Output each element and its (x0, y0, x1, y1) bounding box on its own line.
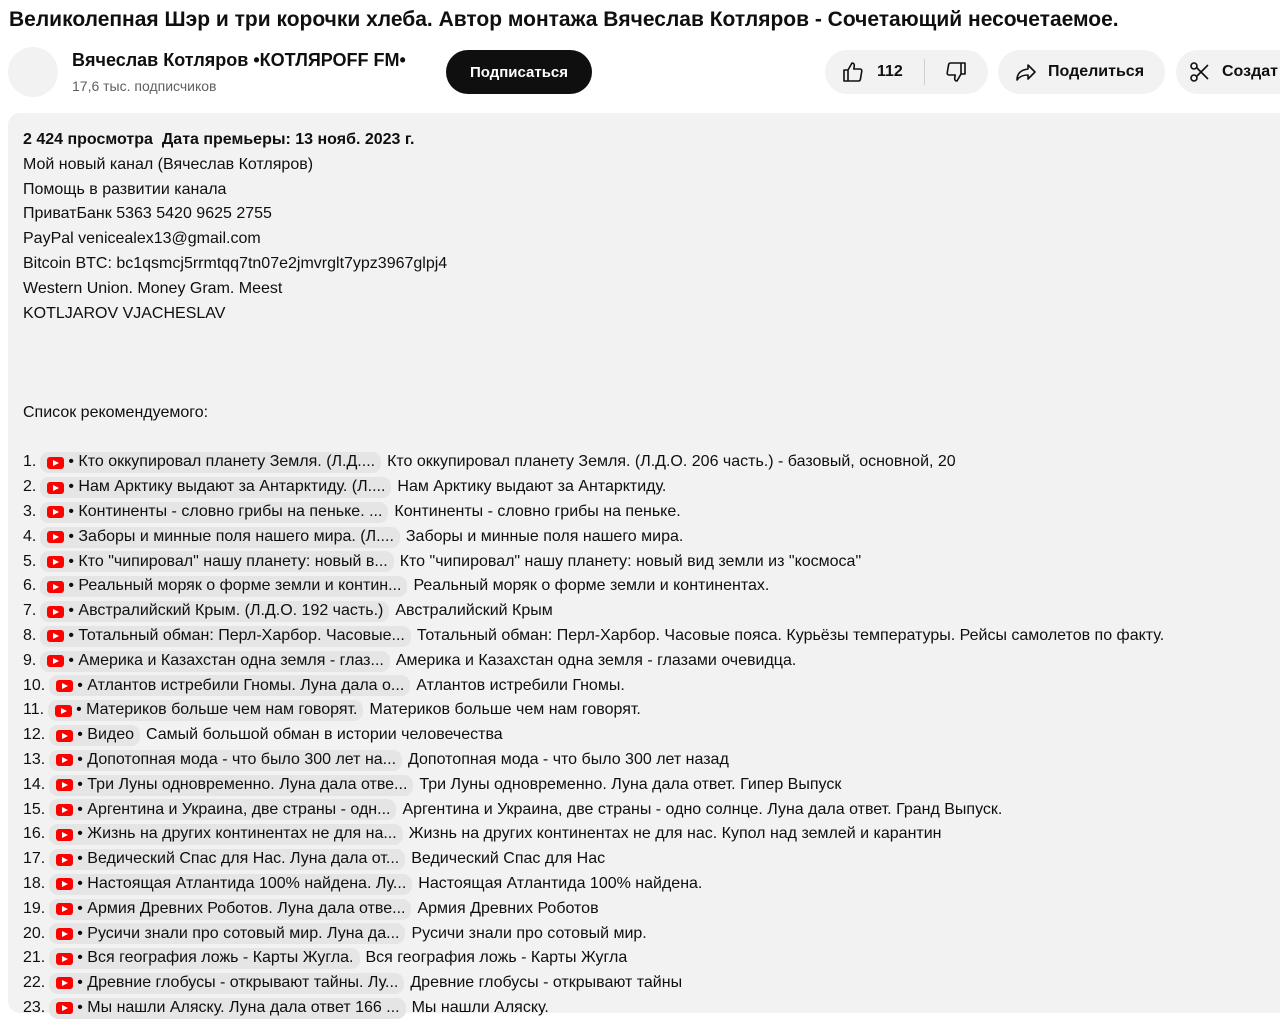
video-link-text: • Русичи знали про сотовый мир. Луна да... (77, 924, 400, 942)
youtube-icon (56, 878, 73, 890)
item-description: Допотопная мода - что было 300 лет назад (408, 750, 729, 768)
item-number: 8. (23, 626, 37, 644)
share-label: Поделиться (1048, 63, 1145, 80)
video-link-chip[interactable] (49, 849, 405, 870)
blank-line (23, 426, 1280, 451)
item-number: 11. (23, 701, 45, 719)
item-number: 3. (23, 502, 37, 520)
video-link-text: • Ведический Спас для Нас. Луна дала от... (77, 850, 400, 868)
recommended-item (23, 946, 1280, 971)
youtube-icon (47, 630, 64, 642)
recommended-item (23, 822, 1280, 847)
item-description: Самый большой обман в истории человечества (146, 726, 503, 744)
video-link-chip[interactable] (49, 923, 405, 944)
description-box[interactable] (8, 113, 1280, 1016)
recommended-item (23, 847, 1280, 872)
recommended-item (23, 922, 1280, 947)
youtube-icon (56, 928, 73, 940)
like-dislike-group (825, 50, 988, 94)
video-link-text: • Армия Древних Роботов. Луна дала отве... (77, 899, 406, 917)
recommended-item (23, 674, 1280, 699)
item-number: 20. (23, 924, 46, 942)
item-description: Материков больше чем нам говорят. (369, 701, 641, 719)
thumbs-up-icon (841, 60, 865, 84)
item-number: 10. (23, 676, 46, 694)
item-description: Кто "чипировал" нашу планету: новый вид земли из "космоса" (399, 552, 862, 570)
item-description: Америка и Казахстан одна земля - глазами очевидца. (395, 651, 797, 669)
item-number: 7. (23, 602, 37, 620)
thumbs-down-icon (944, 60, 968, 84)
subscriber-count: 17,6 тыс. подписчиков (72, 78, 217, 94)
item-description: Реальный моряк о форме земли и континентах. (413, 577, 770, 595)
clip-label: Создат (1222, 63, 1278, 80)
like-count: 112 (877, 63, 903, 80)
youtube-icon (56, 953, 73, 965)
share-button[interactable] (998, 50, 1165, 94)
youtube-icon (47, 482, 64, 494)
video-link-chip[interactable] (49, 775, 413, 796)
item-description: Русичи знали про сотовый мир. (411, 924, 647, 942)
video-link-text: • Три Луны одновременно. Луна дала отве... (77, 775, 408, 793)
video-link-text: • Кто оккупировал планету Земля. (Л.Д.... (68, 453, 376, 471)
channel-avatar[interactable] (8, 47, 58, 97)
blank-line (23, 326, 1280, 351)
youtube-icon (56, 903, 73, 915)
video-link-text: • Кто "чипировал" нашу планету: новый в... (68, 552, 388, 570)
youtube-icon (47, 531, 64, 543)
video-link-text: • Вся география ложь - Карты Жугла. (77, 949, 354, 967)
like-button[interactable] (825, 50, 924, 94)
video-link-text: • Заборы и минные поля нашего мира. (Л.... (68, 527, 394, 545)
recommended-item (23, 773, 1280, 798)
video-link-chip[interactable] (49, 824, 402, 845)
video-link-chip[interactable] (49, 998, 405, 1019)
youtube-icon (56, 854, 73, 866)
item-description: Настоящая Атлантида 100% найдена. (418, 874, 703, 892)
item-number: 1. (23, 453, 37, 471)
item-description: Кто оккупировал планету Земля. (Л.Д.О. 206 часть.) - базовый, основной, 20 (387, 453, 956, 471)
description-line: Western Union. Money Gram. Meest (23, 279, 283, 297)
item-number: 13. (23, 750, 46, 768)
youtube-icon (47, 655, 64, 667)
item-description: Вся география ложь - Карты Жугла (365, 949, 628, 967)
video-title: Великолепная Шэр и три корочки хлеба. Автор монтажа Вячеслав Котляров - Сочетающий несочетаемое. (9, 8, 1119, 31)
video-link-chip[interactable] (40, 551, 393, 572)
item-description: Атлантов истребили Гномы. (416, 676, 625, 694)
item-description: Австралийский Крым (395, 602, 553, 620)
video-link-chip[interactable] (40, 527, 400, 548)
recommended-item (23, 872, 1280, 897)
video-link-text: • Нам Арктику выдают за Антарктиду. (Л.... (68, 478, 386, 496)
item-number: 17. (23, 850, 46, 868)
youtube-icon (56, 754, 73, 766)
video-link-text: • Древние глобусы - открывают тайны. Лу... (77, 974, 399, 992)
recommended-item (23, 897, 1280, 922)
recommended-item (23, 525, 1280, 550)
description-line: Помощь в развитии канала (23, 180, 227, 198)
video-link-chip[interactable] (40, 651, 390, 672)
item-number: 16. (23, 825, 46, 843)
clip-button[interactable] (1176, 50, 1280, 94)
owner-row (8, 47, 1280, 99)
video-link-text: • Реальный моряк о форме земли и контин... (68, 577, 402, 595)
item-description: Мы нашли Аляску. (411, 998, 549, 1016)
video-link-chip[interactable] (40, 502, 388, 523)
recommended-item (23, 500, 1280, 525)
youtube-icon (47, 457, 64, 469)
recommended-item (23, 723, 1280, 748)
item-number: 5. (23, 552, 37, 570)
description-line: KOTLJAROV VJACHESLAV (23, 304, 226, 322)
share-icon (1014, 60, 1038, 84)
view-count: 2 424 просмотра (23, 131, 153, 148)
item-number: 4. (23, 527, 37, 545)
video-link-chip[interactable] (49, 725, 140, 746)
recommended-item (23, 798, 1280, 823)
description-line: PayPal venicealex13@gmail.com (23, 230, 261, 248)
video-link-chip[interactable] (48, 700, 363, 721)
video-link-chip[interactable] (40, 601, 389, 622)
recommended-heading: Список рекомендуемого: (23, 403, 209, 421)
youtube-icon (47, 506, 64, 518)
recommended-item (23, 996, 1280, 1021)
item-description: Армия Древних Роботов (417, 899, 599, 917)
recommended-list (23, 450, 1280, 1020)
item-description: Аргентина и Украина, две страны - одно солнце. Луна дала ответ. Гранд Выпуск. (402, 800, 1003, 818)
youtube-icon (56, 680, 73, 692)
video-link-text: • Мы нашли Аляску. Луна дала ответ 166 ... (77, 998, 400, 1016)
youtube-icon (55, 705, 72, 717)
recommended-item (23, 624, 1280, 649)
video-link-chip[interactable] (49, 799, 396, 820)
video-link-chip[interactable] (40, 626, 411, 647)
item-description: Заборы и минные поля нашего мира. (405, 527, 684, 545)
recommended-item (23, 599, 1280, 624)
video-link-text: • Настоящая Атлантида 100% найдена. Лу... (77, 874, 407, 892)
subscribe-button[interactable]: Подписаться (446, 50, 592, 94)
recommended-item (23, 748, 1280, 773)
item-description: Тотальный обман: Перл-Харбор. Часовые пояса. Курьёзы температуры. Рейсы самолетов по факту. (416, 626, 1165, 644)
item-number: 18. (23, 874, 46, 892)
item-description: Древние глобусы - открывают тайны (410, 974, 683, 992)
video-link-text: • Допотопная мода - что было 300 лет на... (77, 750, 397, 768)
item-number: 9. (23, 651, 37, 669)
channel-name[interactable]: Вячеслав Котляров •КОТЛЯРОFF FM• (72, 50, 406, 70)
video-link-chip[interactable] (49, 874, 412, 895)
youtube-icon (47, 606, 64, 618)
recommended-item (23, 475, 1280, 500)
video-link-chip[interactable] (49, 750, 402, 771)
youtube-icon (47, 556, 64, 568)
youtube-icon (56, 977, 73, 989)
video-link-text: • Континенты - словно грибы на пеньке. ... (68, 502, 383, 520)
description-line: ПриватБанк 5363 5420 9625 2755 (23, 205, 272, 223)
youtube-icon (47, 581, 64, 593)
premiere-date: Дата премьеры: 13 нояб. 2023 г. (161, 131, 415, 148)
youtube-icon (56, 779, 73, 791)
item-number: 15. (23, 800, 46, 818)
video-link-chip[interactable] (49, 675, 410, 696)
video-link-chip[interactable] (40, 477, 391, 498)
video-link-text: • Аргентина и Украина, две страны - одн... (77, 800, 391, 818)
item-number: 22. (23, 974, 46, 992)
item-description: Жизнь на других континентах не для нас. Купол над землей и карантин (408, 825, 942, 843)
video-link-text: • Америка и Казахстан одна земля - глаз... (68, 651, 384, 669)
item-number: 2. (23, 478, 37, 496)
video-link-text: • Видео (77, 726, 135, 744)
item-description: Континенты - словно грибы на пеньке. (394, 502, 681, 520)
item-number: 19. (23, 899, 46, 917)
recommended-item (23, 649, 1280, 674)
recommended-item (23, 550, 1280, 575)
video-link-text: • Жизнь на других континентах не для на... (77, 825, 397, 843)
recommended-item (23, 574, 1280, 599)
video-link-text: • Тотальный обман: Перл-Харбор. Часовые... (68, 626, 405, 644)
item-number: 6. (23, 577, 37, 595)
youtube-icon (56, 1002, 73, 1014)
item-description: Ведический Спас для Нас (411, 850, 606, 868)
youtube-icon (56, 829, 73, 841)
dislike-button[interactable] (925, 50, 988, 94)
video-link-chip[interactable] (49, 899, 411, 920)
video-link-chip[interactable] (49, 948, 359, 969)
youtube-icon (56, 730, 73, 742)
recommended-item (23, 971, 1280, 996)
description-line: Мой новый канал (Вячеслав Котляров) (23, 155, 314, 173)
item-description: Нам Арктику выдают за Антарктиду. (397, 478, 667, 496)
video-link-text: • Атлантов истребили Гномы. Луна дала о... (77, 676, 405, 694)
blank-line (23, 376, 1280, 401)
video-link-text: • Австралийский Крым. (Л.Д.О. 192 часть.) (68, 602, 384, 620)
video-link-chip[interactable] (49, 973, 404, 994)
video-link-chip[interactable] (40, 576, 407, 597)
item-number: 23. (23, 998, 46, 1016)
video-link-chip[interactable] (40, 452, 381, 473)
youtube-icon (56, 804, 73, 816)
recommended-item (23, 698, 1280, 723)
item-number: 12. (23, 726, 46, 744)
blank-line (23, 351, 1280, 376)
item-number: 14. (23, 775, 46, 793)
scissors-icon (1188, 60, 1212, 84)
video-link-text: • Материков больше чем нам говорят. (76, 701, 358, 719)
recommended-item (23, 450, 1280, 475)
description-meta (23, 128, 1280, 153)
item-number: 21. (23, 949, 46, 967)
description-line: Bitcoin BTC: bc1qsmcj5rrmtqq7tn07e2jmvrglt7ypz3967glpj4 (23, 254, 448, 272)
item-description: Три Луны одновременно. Луна дала ответ. Гипер Выпуск (419, 775, 842, 793)
